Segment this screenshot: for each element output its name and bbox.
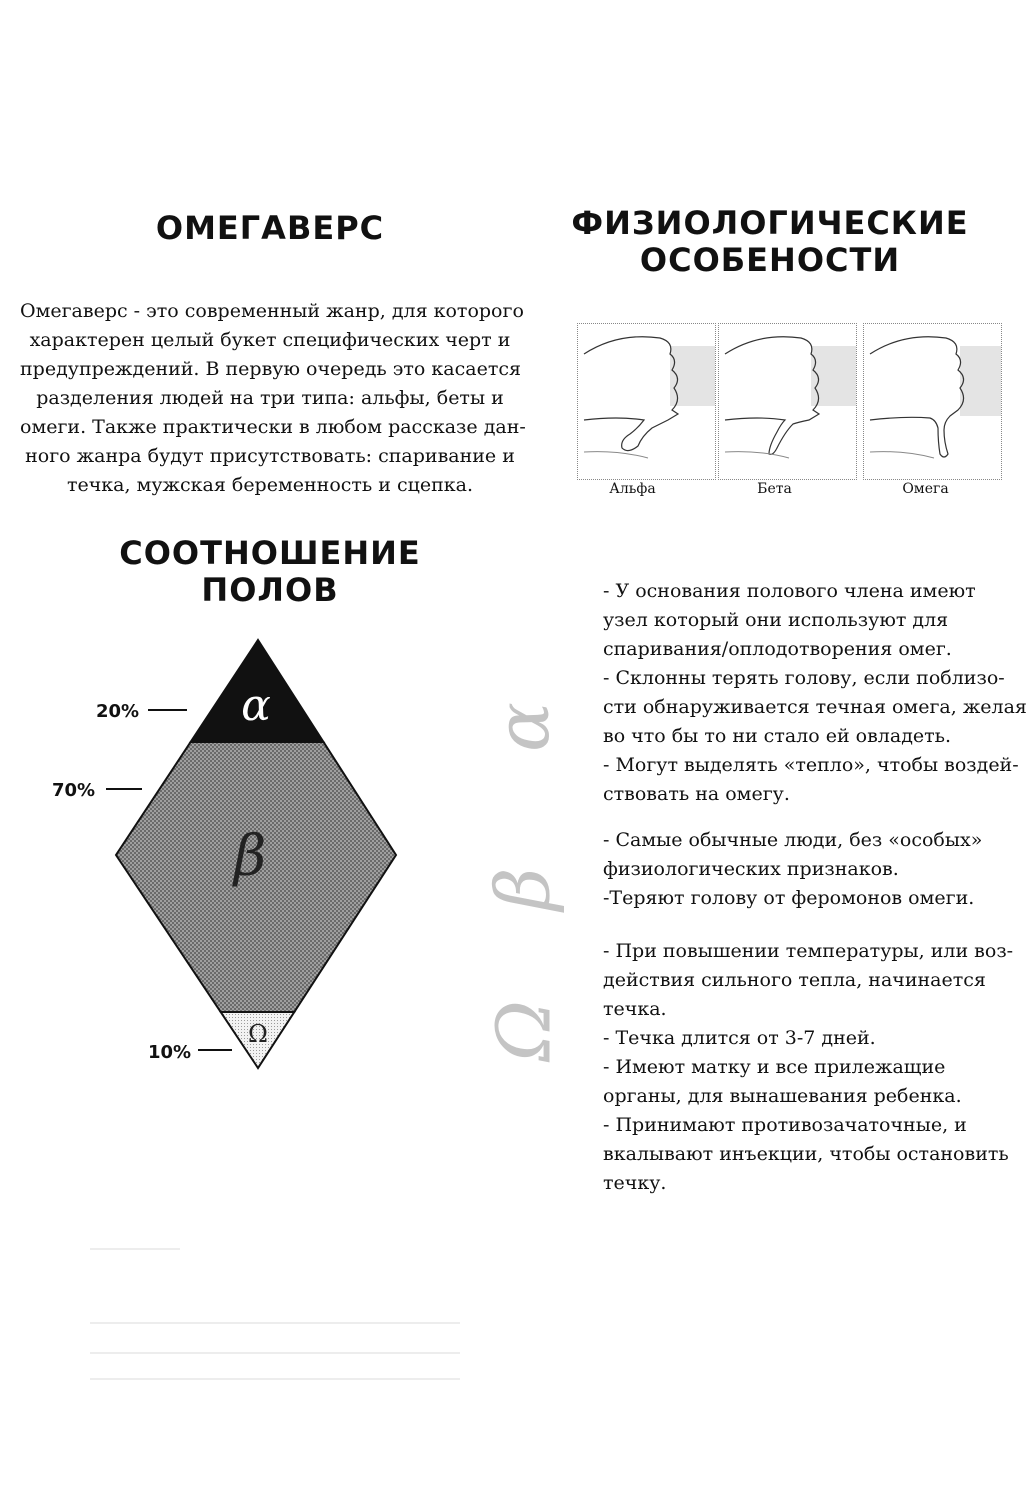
symbol-beta: β: [233, 824, 267, 889]
side-letter-alpha: α: [479, 702, 566, 752]
symbol-omega: Ω: [248, 1020, 268, 1048]
caption-beta: Бета: [757, 481, 792, 497]
title-gender-ratio: [40, 535, 500, 609]
label-beta-percent: 70%: [52, 780, 96, 801]
scan-artifact: [90, 1248, 180, 1250]
omega-line: органы, для вынашевания ребенка.: [603, 1085, 962, 1107]
omega-line: вкалывают инъекции, чтобы остановить: [603, 1143, 1009, 1165]
alpha-line: - Могут выделять «тепло», чтобы воздей-: [603, 754, 1019, 776]
caption-alpha: Альфа: [609, 481, 656, 497]
beta-description: [603, 826, 1018, 913]
title-omegaverse: ОМЕГАВЕРС: [155, 209, 385, 247]
intro-line: ного жанра будут присутствовать: спаривание и: [25, 445, 515, 467]
title-physiology: [560, 205, 980, 279]
side-letter-omega: Ω: [481, 1000, 568, 1062]
gender-ratio-diamond-chart: [40, 630, 420, 1080]
alpha-line: ствовать на омегу.: [603, 783, 790, 805]
intro-line: разделения людей на три типа: альфы, беты и: [36, 387, 504, 409]
omega-description: [603, 937, 1018, 1198]
omega-line: - При повышении температуры, или воз-: [603, 940, 1014, 962]
alpha-line: сти обнаруживается течная омега, желая: [603, 696, 1027, 718]
alpha-description: [603, 577, 1027, 809]
label-alpha-percent: 20%: [96, 701, 140, 722]
intro-line: Омегаверс - это современный жанр, для которого: [20, 300, 524, 322]
scan-artifact: [90, 1352, 460, 1354]
title-physiology-line-2: ОСОБЕНОСТИ: [639, 240, 901, 279]
omega-line: течку.: [603, 1172, 667, 1194]
scan-artifact: [90, 1322, 460, 1324]
beta-line: -Теряют голову от феромонов омеги.: [603, 887, 975, 909]
alpha-line: спаривания/оплодотворения омег.: [603, 638, 952, 660]
title-gender-ratio-line-2: ПОЛОВ: [201, 570, 339, 609]
title-gender-ratio-line-1: СООТНОШЕНИЕ: [119, 534, 421, 572]
illustration-beta: [718, 323, 857, 480]
alpha-line: - Склонны терять голову, если поблизо-: [603, 667, 1005, 689]
illustration-alpha: [577, 323, 716, 480]
intro-line: течка, мужская беременность и сцепка.: [66, 474, 474, 496]
intro-paragraph: [20, 297, 526, 500]
beta-line: - Самые обычные люди, без «особых»: [603, 829, 983, 851]
intro-line: предупреждений. В первую очередь это касается: [20, 358, 521, 380]
title-physiology-line-1: ФИЗИОЛОГИЧЕСКИЕ: [571, 204, 969, 242]
caption-omega: Омега: [902, 481, 949, 497]
side-letter-beta: β: [480, 867, 567, 911]
illustration-omega: [863, 323, 1002, 480]
omega-line: - Течка длится от 3-7 дней.: [603, 1027, 876, 1049]
alpha-line: - У основания полового члена имеют: [603, 580, 976, 602]
intro-line: омеги. Также практически в любом рассказе дан-: [20, 416, 526, 438]
alpha-line: узел который они используют для: [603, 609, 949, 631]
omega-line: действия сильного тепла, начинается: [603, 969, 986, 991]
omega-line: - Принимают противозачаточные, и: [603, 1114, 967, 1136]
beta-line: физиологических признаков.: [603, 858, 899, 880]
symbol-alpha: α: [241, 680, 271, 731]
alpha-line: во что бы то ни стало ей овладеть.: [603, 725, 952, 747]
intro-line: характерен целый букет специфических черт и: [29, 329, 511, 351]
omega-line: - Имеют матку и все прилежащие: [603, 1056, 946, 1078]
label-omega-percent: 10%: [148, 1042, 192, 1063]
omega-line: течка.: [603, 998, 667, 1020]
scan-artifact: [90, 1378, 460, 1380]
